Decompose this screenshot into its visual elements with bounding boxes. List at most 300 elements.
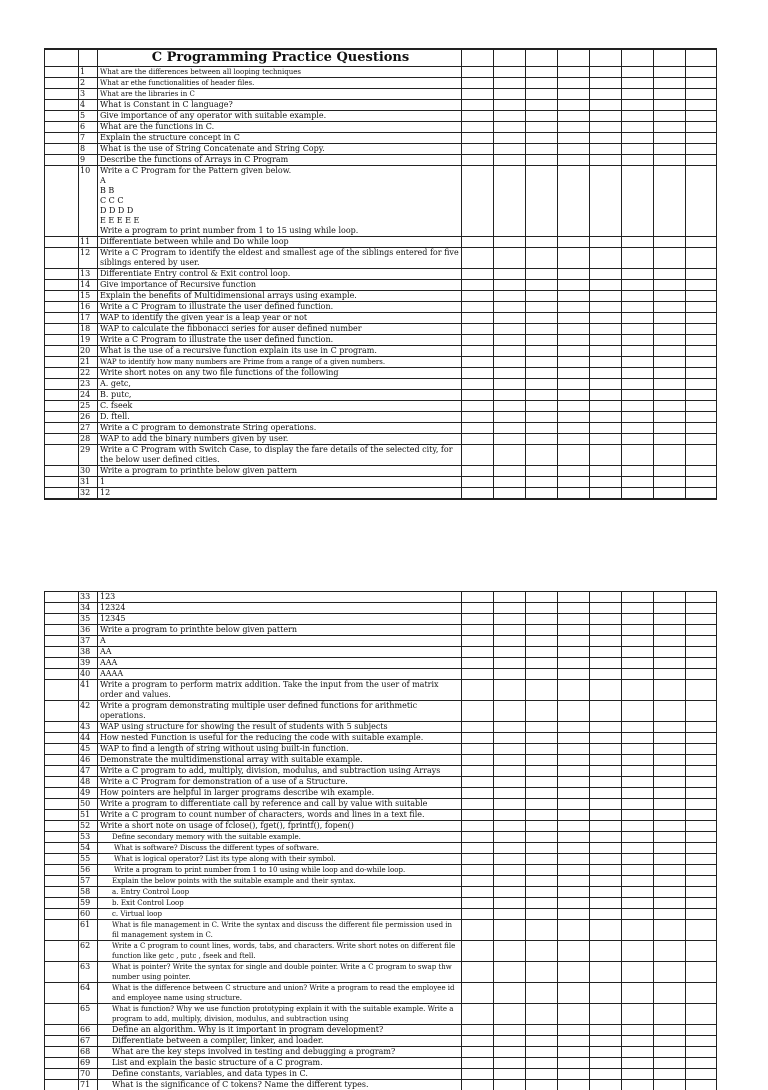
empty-cell: [461, 941, 493, 961]
empty-cell: [621, 423, 653, 433]
empty-cell: [653, 412, 685, 422]
empty-cell: [461, 701, 493, 721]
empty-cell: [621, 766, 653, 776]
empty-cell: [557, 854, 589, 864]
question-text: What is the difference between C structure and union? Write a program to read the employee id and employee name using structure.: [97, 983, 461, 1003]
empty-cell: [589, 744, 621, 754]
blank-cell: [44, 722, 78, 732]
empty-cell: [685, 744, 717, 754]
question-number: 40: [78, 669, 97, 679]
question-number: 38: [78, 647, 97, 657]
empty-cell: [493, 89, 525, 99]
empty-cell: [653, 876, 685, 886]
question-row: [44, 132, 717, 143]
blank-cell: [44, 909, 78, 919]
empty-cell: [525, 962, 557, 982]
empty-cell: [653, 144, 685, 154]
empty-cell: [461, 111, 493, 121]
empty-cell: [461, 50, 493, 66]
empty-cell: [557, 865, 589, 875]
question-number: 15: [78, 291, 97, 301]
empty-cell: [461, 67, 493, 77]
empty-cell: [557, 722, 589, 732]
question-text: Differentiate Entry control & Exit control loop.: [97, 269, 461, 279]
empty-cell: [653, 269, 685, 279]
empty-cell: [589, 269, 621, 279]
empty-cell: [621, 1069, 653, 1079]
empty-cell: [557, 647, 589, 657]
question-number: 41: [78, 680, 97, 700]
blank-cell: [44, 1058, 78, 1068]
question-number: 44: [78, 733, 97, 743]
empty-cell: [621, 248, 653, 268]
empty-cell: [493, 237, 525, 247]
question-text: Write a C program to demonstrate String operations.: [97, 423, 461, 433]
question-number: 46: [78, 755, 97, 765]
blank-cell: [44, 291, 78, 301]
empty-cell: [589, 854, 621, 864]
empty-cell: [685, 755, 717, 765]
blank-cell: [44, 898, 78, 908]
empty-cell: [589, 766, 621, 776]
question-row: [44, 624, 717, 635]
empty-cell: [493, 67, 525, 77]
question-row: [44, 279, 717, 290]
empty-cell: [685, 78, 717, 88]
empty-cell: [461, 466, 493, 476]
empty-cell: [493, 821, 525, 831]
blank-cell: [44, 122, 78, 132]
question-text: What is software? Discuss the different types of software.: [97, 843, 461, 853]
empty-cell: [589, 1058, 621, 1068]
question-number: 29: [78, 445, 97, 465]
empty-cell: [685, 111, 717, 121]
question-text: What are the differences between all looping techniques: [97, 67, 461, 77]
empty-cell: [685, 680, 717, 700]
empty-cell: [493, 788, 525, 798]
empty-cell: [653, 920, 685, 940]
empty-cell: [557, 346, 589, 356]
empty-cell: [461, 237, 493, 247]
empty-cell: [557, 614, 589, 624]
question-text: Write a C Program for demonstration of a use of a Structure.: [97, 777, 461, 787]
empty-cell: [685, 647, 717, 657]
blank-cell: [44, 423, 78, 433]
question-number: 71: [78, 1080, 97, 1090]
empty-cell: [557, 412, 589, 422]
empty-cell: [653, 680, 685, 700]
question-row: [44, 367, 717, 378]
question-row: [44, 389, 717, 400]
blank-cell: [44, 983, 78, 1003]
empty-cell: [653, 122, 685, 132]
empty-cell: [653, 1036, 685, 1046]
question-row: [44, 1024, 717, 1035]
empty-cell: [653, 379, 685, 389]
empty-cell: [621, 477, 653, 487]
question-number: 28: [78, 434, 97, 444]
question-number: 51: [78, 810, 97, 820]
empty-cell: [557, 100, 589, 110]
empty-cell: [461, 647, 493, 657]
empty-cell: [493, 636, 525, 646]
empty-cell: [589, 423, 621, 433]
empty-cell: [525, 291, 557, 301]
blank-cell: [44, 1025, 78, 1035]
question-text: Write a C Program to identify the eldest and smallest age of the siblings entered for five siblings entered by user.: [97, 248, 461, 268]
question-row: [44, 657, 717, 668]
empty-cell: [621, 810, 653, 820]
blank-cell: [44, 1069, 78, 1079]
empty-cell: [493, 434, 525, 444]
blank-cell: [44, 832, 78, 842]
empty-cell: [525, 100, 557, 110]
empty-cell: [685, 1036, 717, 1046]
empty-cell: [557, 313, 589, 323]
empty-cell: [461, 755, 493, 765]
empty-cell: [461, 1058, 493, 1068]
empty-cell: [461, 379, 493, 389]
empty-cell: [525, 909, 557, 919]
question-text: What is file management in C. Write the syntax and discuss the different file permission used in fil management system in C.: [97, 920, 461, 940]
question-text: 12324: [97, 603, 461, 613]
empty-cell: [653, 832, 685, 842]
question-text: Define an algorithm. Why is it important in program development?: [97, 1025, 461, 1035]
question-number: 16: [78, 302, 97, 312]
empty-cell: [557, 50, 589, 66]
empty-cell: [461, 788, 493, 798]
empty-cell: [493, 920, 525, 940]
title-row: [44, 49, 717, 66]
empty-cell: [557, 876, 589, 886]
question-row: [44, 66, 717, 77]
empty-cell: [685, 357, 717, 367]
empty-cell: [621, 280, 653, 290]
empty-cell: [653, 357, 685, 367]
empty-cell: [493, 625, 525, 635]
empty-cell: [621, 962, 653, 982]
empty-cell: [685, 592, 717, 602]
empty-cell: [589, 122, 621, 132]
empty-cell: [525, 1069, 557, 1079]
empty-cell: [621, 1004, 653, 1024]
empty-cell: [621, 335, 653, 345]
empty-cell: [557, 1069, 589, 1079]
empty-cell: [461, 962, 493, 982]
question-text: What is the significance of C tokens? Name the different types.: [97, 1080, 461, 1090]
empty-cell: [621, 269, 653, 279]
question-text: What ar ethe functionalities of header files.: [97, 78, 461, 88]
question-row: [44, 312, 717, 323]
question-text: Write a program to perform matrix addition. Take the input from the user of matrix order and values.: [97, 680, 461, 700]
question-text: AA: [97, 647, 461, 657]
empty-cell: [525, 744, 557, 754]
empty-cell: [557, 390, 589, 400]
empty-cell: [589, 614, 621, 624]
empty-cell: [621, 166, 653, 236]
question-row: [44, 940, 717, 961]
question-number: 37: [78, 636, 97, 646]
question-row: [44, 820, 717, 831]
empty-cell: [653, 89, 685, 99]
empty-cell: [685, 876, 717, 886]
empty-cell: [525, 1004, 557, 1024]
empty-cell: [685, 766, 717, 776]
empty-cell: [461, 1069, 493, 1079]
empty-cell: [653, 983, 685, 1003]
empty-cell: [461, 302, 493, 312]
empty-cell: [557, 445, 589, 465]
question-number: 27: [78, 423, 97, 433]
question-text: How nested Function is useful for the reducing the code with suitable example.: [97, 733, 461, 743]
empty-cell: [557, 625, 589, 635]
empty-cell: [557, 401, 589, 411]
empty-cell: [493, 614, 525, 624]
blank-cell: [44, 625, 78, 635]
empty-cell: [589, 357, 621, 367]
empty-cell: [621, 592, 653, 602]
empty-cell: [685, 133, 717, 143]
blank-cell: [44, 466, 78, 476]
question-row: [44, 646, 717, 657]
empty-cell: [525, 488, 557, 498]
empty-cell: [557, 166, 589, 236]
empty-cell: [685, 636, 717, 646]
empty-cell: [685, 100, 717, 110]
blank-cell: [44, 799, 78, 809]
question-number: 21: [78, 357, 97, 367]
question-text: Write a program to printhte below given pattern: [97, 625, 461, 635]
blank-cell: [44, 865, 78, 875]
empty-cell: [685, 701, 717, 721]
empty-cell: [525, 777, 557, 787]
blank-cell: [44, 680, 78, 700]
empty-cell: [525, 1025, 557, 1035]
question-row: [44, 422, 717, 433]
empty-cell: [621, 941, 653, 961]
empty-cell: [493, 50, 525, 66]
question-row: [44, 110, 717, 121]
empty-cell: [525, 898, 557, 908]
question-number: 30: [78, 466, 97, 476]
question-number: 36: [78, 625, 97, 635]
empty-cell: [461, 166, 493, 236]
question-row: [44, 154, 717, 165]
empty-cell: [621, 788, 653, 798]
empty-cell: [653, 592, 685, 602]
question-row: [44, 875, 717, 886]
empty-cell: [621, 434, 653, 444]
question-text: Write a program to differentiate call by reference and call by value with suitable: [97, 799, 461, 809]
question-row: [44, 290, 717, 301]
question-text: Write a C program to count lines, words, tabs, and characters. Write short notes on different file function like getc , putc , fseek and ftell.: [97, 941, 461, 961]
blank-cell: [44, 445, 78, 465]
empty-cell: [493, 810, 525, 820]
empty-cell: [653, 155, 685, 165]
empty-cell: [685, 733, 717, 743]
blank-cell: [44, 89, 78, 99]
empty-cell: [493, 346, 525, 356]
empty-cell: [685, 941, 717, 961]
blank-cell: [44, 248, 78, 268]
empty-cell: [525, 335, 557, 345]
empty-cell: [557, 920, 589, 940]
question-text: Demonstrate the multidimenstional array with suitable example.: [97, 755, 461, 765]
empty-cell: [621, 755, 653, 765]
blank-cell: [44, 941, 78, 961]
empty-cell: [525, 445, 557, 465]
empty-cell: [525, 368, 557, 378]
empty-cell: [685, 477, 717, 487]
question-number: 53: [78, 832, 97, 842]
empty-cell: [621, 799, 653, 809]
empty-cell: [653, 1025, 685, 1035]
question-row: [44, 982, 717, 1003]
empty-cell: [525, 67, 557, 77]
empty-cell: [589, 144, 621, 154]
empty-cell: [653, 111, 685, 121]
empty-cell: [621, 843, 653, 853]
blank-cell: [44, 155, 78, 165]
empty-cell: [685, 248, 717, 268]
empty-cell: [493, 865, 525, 875]
empty-cell: [685, 658, 717, 668]
pattern-line: A: [100, 176, 106, 185]
empty-cell: [557, 324, 589, 334]
empty-cell: [589, 390, 621, 400]
question-number: 61: [78, 920, 97, 940]
empty-cell: [493, 144, 525, 154]
empty-cell: [461, 898, 493, 908]
empty-cell: [685, 898, 717, 908]
blank-cell: [44, 1004, 78, 1024]
empty-cell: [461, 832, 493, 842]
empty-cell: [621, 313, 653, 323]
empty-cell: [525, 647, 557, 657]
empty-cell: [461, 122, 493, 132]
empty-cell: [557, 1025, 589, 1035]
empty-cell: [525, 434, 557, 444]
empty-cell: [525, 799, 557, 809]
empty-cell: [525, 755, 557, 765]
empty-cell: [685, 983, 717, 1003]
empty-cell: [685, 810, 717, 820]
question-row: [44, 165, 717, 236]
empty-cell: [589, 412, 621, 422]
question-row: [44, 88, 717, 99]
question-number: 39: [78, 658, 97, 668]
blank-cell: [44, 434, 78, 444]
empty-cell: [621, 357, 653, 367]
empty-cell: [621, 1036, 653, 1046]
empty-cell: [525, 401, 557, 411]
empty-cell: [653, 603, 685, 613]
blank-cell: [44, 368, 78, 378]
empty-cell: [461, 592, 493, 602]
empty-cell: [589, 434, 621, 444]
empty-cell: [557, 1036, 589, 1046]
empty-cell: [653, 701, 685, 721]
empty-cell: [621, 920, 653, 940]
empty-cell: [621, 1047, 653, 1057]
question-number: 58: [78, 887, 97, 897]
empty-cell: [589, 898, 621, 908]
question-row: [44, 776, 717, 787]
empty-cell: [589, 368, 621, 378]
empty-cell: [589, 78, 621, 88]
empty-cell: [685, 614, 717, 624]
question-text: WAP using structure for showing the result of students with 5 subjects: [97, 722, 461, 732]
empty-cell: [557, 777, 589, 787]
empty-cell: [685, 625, 717, 635]
empty-cell: [589, 346, 621, 356]
empty-cell: [461, 854, 493, 864]
empty-cell: [621, 401, 653, 411]
empty-cell: [685, 466, 717, 476]
empty-cell: [461, 445, 493, 465]
question-number: 54: [78, 843, 97, 853]
empty-cell: [621, 744, 653, 754]
question-row: [44, 754, 717, 765]
empty-cell: [557, 280, 589, 290]
empty-cell: [621, 1058, 653, 1068]
empty-cell: [621, 1025, 653, 1035]
empty-cell: [557, 669, 589, 679]
blank-cell: [44, 67, 78, 77]
blank-cell: [44, 755, 78, 765]
empty-cell: [493, 291, 525, 301]
empty-cell: [525, 1058, 557, 1068]
blank-cell: [44, 744, 78, 754]
empty-cell: [493, 302, 525, 312]
empty-cell: [557, 909, 589, 919]
empty-cell: [685, 155, 717, 165]
empty-cell: [461, 843, 493, 853]
question-text: WAP to add the binary numbers given by user.: [97, 434, 461, 444]
empty-cell: [589, 680, 621, 700]
question-text: a. Entry Control Loop: [97, 887, 461, 897]
empty-cell: [589, 50, 621, 66]
blank-cell: [44, 488, 78, 498]
empty-cell: [461, 423, 493, 433]
question-row: [44, 679, 717, 700]
empty-row: [44, 498, 717, 500]
empty-cell: [621, 412, 653, 422]
empty-cell: [589, 876, 621, 886]
empty-cell: [461, 658, 493, 668]
question-text: B. putc,: [97, 390, 461, 400]
blank-cell: [44, 346, 78, 356]
empty-cell: [653, 843, 685, 853]
empty-cell: [525, 920, 557, 940]
blank-cell: [44, 412, 78, 422]
empty-cell: [557, 269, 589, 279]
empty-cell: [557, 237, 589, 247]
question-row: [44, 77, 717, 88]
question-text: List and explain the basic structure of a C program.: [97, 1058, 461, 1068]
empty-cell: [589, 466, 621, 476]
empty-cell: [557, 941, 589, 961]
empty-cell: [653, 788, 685, 798]
question-number: 63: [78, 962, 97, 982]
question-number: 3: [78, 89, 97, 99]
empty-cell: [525, 248, 557, 268]
blank-cell: [44, 269, 78, 279]
empty-cell: [653, 477, 685, 487]
empty-cell: [461, 722, 493, 732]
empty-cell: [621, 647, 653, 657]
question-row: [44, 721, 717, 732]
